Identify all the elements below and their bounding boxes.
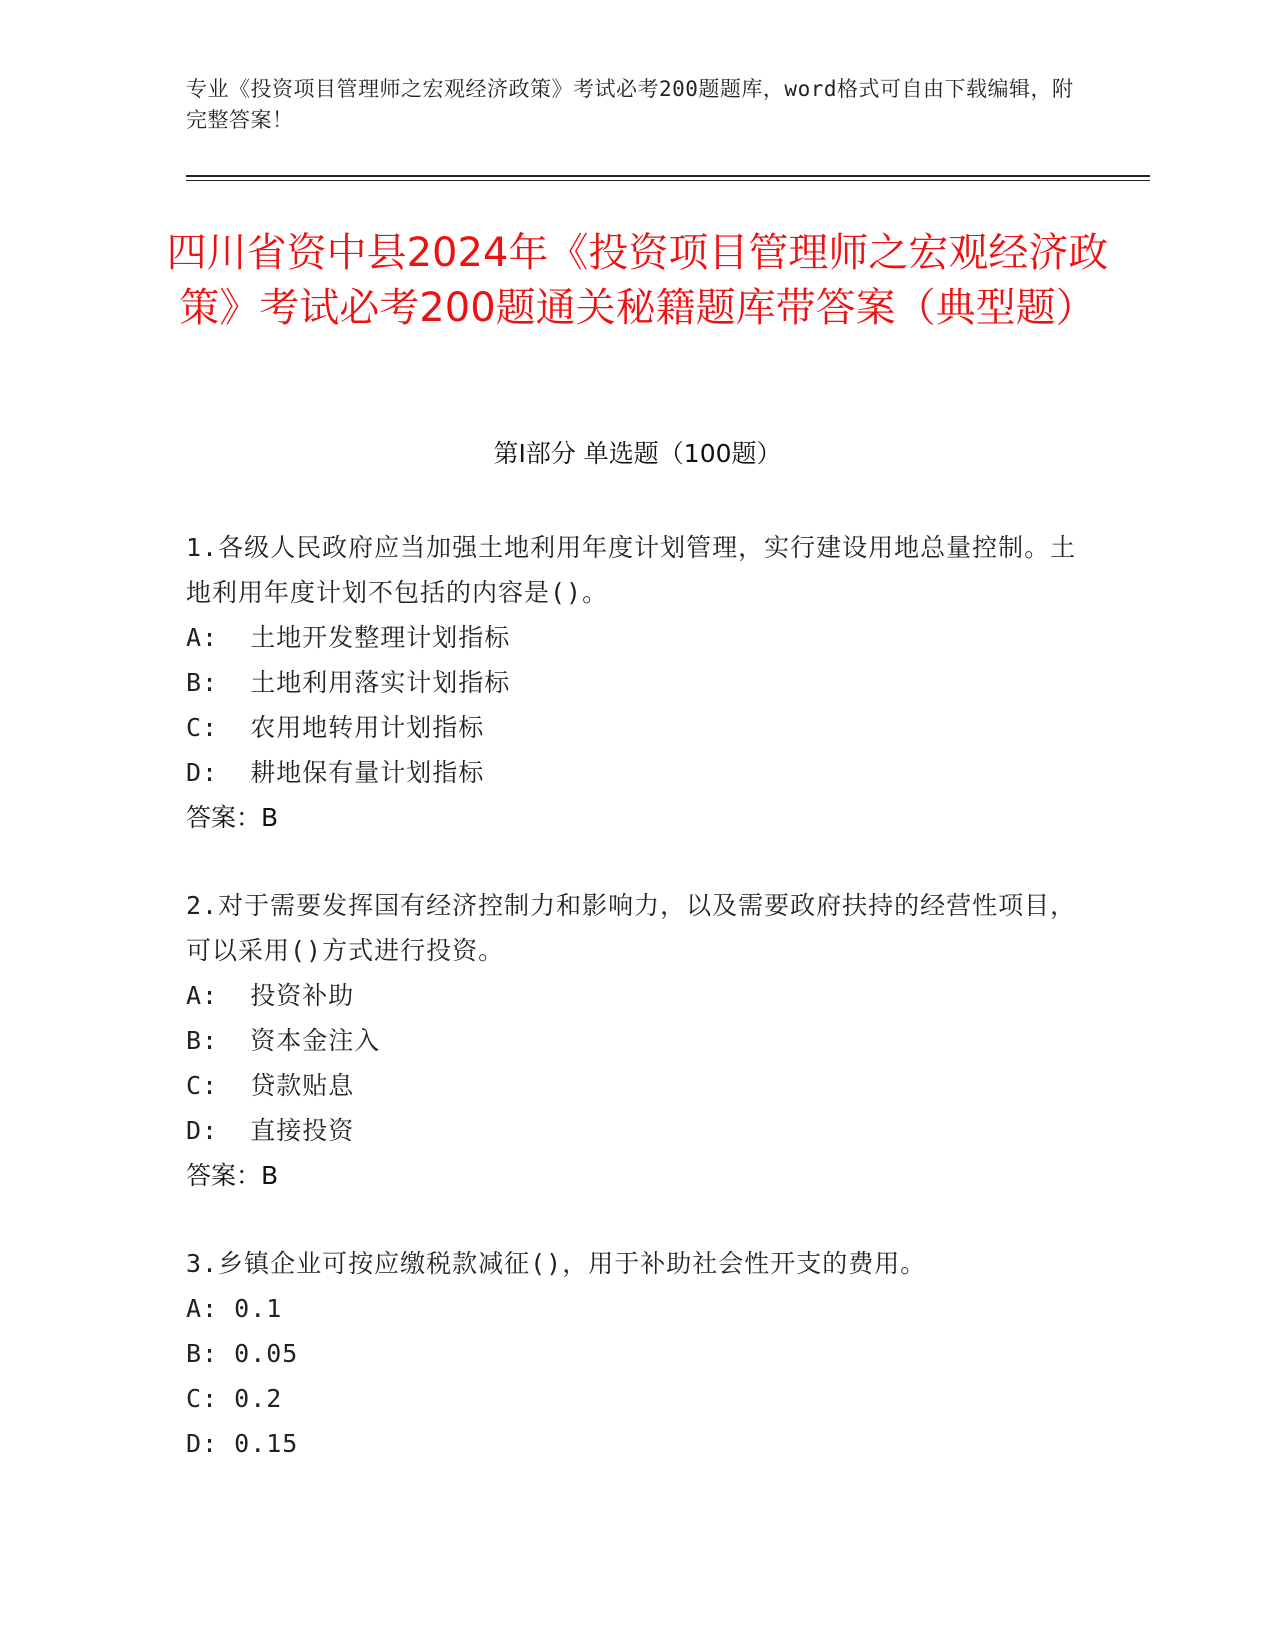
header-divider-thin	[186, 180, 1150, 181]
header-note: 专业《投资项目管理师之宏观经济政策》考试必考200题题库，word格式可自由下载编辑，附完整答案！	[186, 77, 1074, 132]
option-b: B: 土地利用落实计划指标	[186, 668, 511, 697]
option-c: C: 农用地转用计划指标	[186, 713, 485, 742]
option-b: B: 资本金注入	[186, 1026, 381, 1055]
option-d: D: 耕地保有量计划指标	[186, 758, 485, 787]
header-divider	[186, 175, 1150, 177]
question-list	[186, 525, 1086, 1509]
option-d: D: 0.15	[186, 1429, 299, 1458]
question-2	[186, 883, 1086, 1198]
option-c: C: 贷款贴息	[186, 1071, 355, 1100]
section-title: 第I部分 单选题（100题）	[493, 439, 782, 468]
question-3	[186, 1241, 1086, 1466]
question-1	[186, 525, 1086, 840]
option-b: B: 0.05	[186, 1339, 299, 1368]
answer: 答案：B	[186, 803, 279, 832]
option-a: A: 0.1	[186, 1294, 283, 1323]
question-stem: 2.对于需要发挥国有经济控制力和影响力，以及需要政府扶持的经营性项目，可以采用()方式进行投资。	[186, 891, 1077, 965]
document-title: 四川省资中县2024年《投资项目管理师之宏观经济政策》考试必考200题通关秘籍题库带答案（典型题）	[166, 230, 1109, 331]
option-a: A: 土地开发整理计划指标	[186, 623, 511, 652]
question-stem: 1.各级人民政府应当加强土地利用年度计划管理，实行建设用地总量控制。土地利用年度计划不包括的内容是()。	[186, 533, 1077, 607]
answer: 答案：B	[186, 1161, 279, 1190]
question-stem: 3.乡镇企业可按应缴税款减征()，用于补助社会性开支的费用。	[186, 1249, 927, 1278]
option-c: C: 0.2	[186, 1384, 283, 1413]
option-d: D: 直接投资	[186, 1116, 355, 1145]
option-a: A: 投资补助	[186, 981, 355, 1010]
